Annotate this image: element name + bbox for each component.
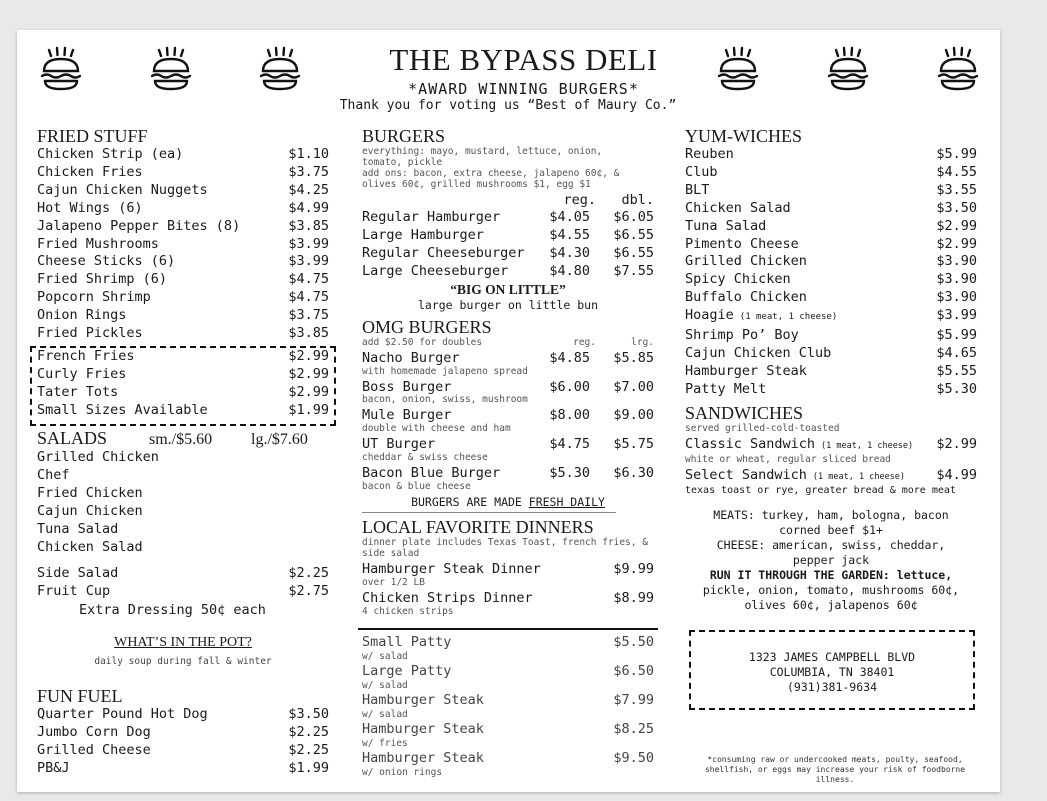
item-price: $2.25 <box>288 723 329 740</box>
item-price: $2.99 <box>288 383 329 400</box>
item-name <box>37 706 208 724</box>
item-name: Large Cheeseburger <box>362 262 509 279</box>
menu-item <box>685 363 977 381</box>
item-description: bacon & blue cheese <box>362 481 471 493</box>
side-salad-list <box>37 565 329 601</box>
burger-addons-note: add ons: bacon, extra cheese, jalapeno 60¢, & olives 60¢, grilled mushrooms $1, egg $1 <box>362 168 620 190</box>
address-street: 1323 JAMES CAMPBELL BLVD <box>748 650 916 664</box>
item-name: Large Hamburger <box>362 226 484 243</box>
item-name <box>685 218 766 236</box>
menu-item <box>37 742 329 760</box>
menu-item <box>37 146 329 164</box>
item-price: $3.99 <box>288 235 329 252</box>
phone-number: (931)381-9634 <box>786 680 877 694</box>
menu-item <box>37 760 329 778</box>
item-name: Nacho Burger <box>362 349 460 366</box>
dinner-note: dinner plate includes Texas Toast, french fries, & side salad <box>362 537 648 560</box>
col-reg-label: reg. <box>573 336 596 348</box>
garden-note-2: pickle, onion, tomato, mushrooms 60¢, olives 60¢, jalapenos 60¢ <box>702 583 960 612</box>
reg-price: $5.30 <box>549 465 590 482</box>
item-name <box>37 325 143 343</box>
lrg-price: $9.00 <box>613 407 654 424</box>
fun-fuel-section <box>37 686 329 778</box>
item-name-text: Chicken Strip (ea) <box>37 146 184 162</box>
item-name-text: Hoagie <box>685 307 734 324</box>
item-description: texas toast or rye, greater bread & more meat <box>685 484 956 496</box>
address-box <box>689 630 975 710</box>
item-name-text: Grilled Cheese <box>37 741 151 758</box>
extras-section <box>685 508 977 613</box>
item-name <box>37 583 110 601</box>
item-name-text: Cajun Chicken Nuggets <box>37 181 208 198</box>
reg-price: $4.80 <box>549 262 590 279</box>
item-name <box>685 345 831 363</box>
menu-item <box>685 289 977 307</box>
item-name-text: Cheese Sticks (6) <box>37 253 176 270</box>
menu-item <box>37 164 329 182</box>
item-name <box>37 289 151 307</box>
menu-item <box>37 182 329 200</box>
item-name <box>685 164 718 182</box>
fried-stuff-list <box>37 146 329 343</box>
col-lrg-label: lrg. <box>631 336 654 348</box>
item-name-text: Grilled Chicken <box>685 253 807 270</box>
col-dbl-label: dbl. <box>621 192 654 208</box>
item-price: $9.50 <box>613 749 654 766</box>
patty-list <box>362 633 654 779</box>
item-price: $3.90 <box>936 289 977 306</box>
item-name <box>37 146 183 164</box>
item-price: $5.50 <box>613 634 654 650</box>
menu-item <box>685 381 977 399</box>
item-name <box>37 742 151 760</box>
big-on-little-title: “BIG ON LITTLE” <box>450 281 566 297</box>
item-name <box>685 253 807 271</box>
item-price: $1.99 <box>288 401 329 418</box>
dbl-price: $6.05 <box>613 209 654 225</box>
item-price: $2.99 <box>288 348 329 364</box>
lrg-price: $6.30 <box>613 465 654 482</box>
item-name <box>685 363 807 381</box>
dinner-item <box>362 692 654 710</box>
item-name <box>37 200 143 218</box>
item-price: $4.75 <box>288 271 329 288</box>
item-name <box>37 253 175 271</box>
item-name: Small Patty <box>362 634 452 650</box>
item-name <box>37 724 151 742</box>
menu-item <box>37 236 329 254</box>
section-heading-fun-fuel: FUN FUEL <box>37 686 123 706</box>
item-name-text: Hamburger Steak <box>685 362 807 379</box>
item-name-text: Reuben <box>685 146 734 162</box>
big-on-little-note: large burger on little bun <box>417 297 598 312</box>
menu-item <box>685 307 977 327</box>
item-name <box>685 182 709 200</box>
omg-list <box>362 350 654 493</box>
item-description: white or wheat, regular sliced bread <box>685 453 891 465</box>
lrg-price: $5.75 <box>613 436 654 453</box>
item-name <box>685 200 791 218</box>
item-description: cheddar & swiss cheese <box>362 452 488 464</box>
dinner-item <box>362 750 654 768</box>
item-price: $3.85 <box>288 325 329 342</box>
menu-item <box>37 307 329 325</box>
item-price: $3.55 <box>936 181 977 198</box>
item-name-text: Classic Sandwich <box>685 435 816 452</box>
item-price: $2.25 <box>288 741 329 758</box>
section-heading-omg: OMG BURGERS <box>362 316 492 337</box>
reg-price: $4.55 <box>549 226 590 243</box>
item-name <box>37 366 126 384</box>
menu-item <box>37 218 329 236</box>
item-price: $2.99 <box>936 235 977 252</box>
cheese-note: CHEESE: american, swiss, cheddar, pepper jack <box>716 538 946 567</box>
item-name-text: Popcorn Shrimp <box>37 289 151 306</box>
menu-item <box>685 253 977 271</box>
omg-note: add $2.50 for doubles <box>362 336 483 348</box>
item-name: Bacon Blue Burger <box>362 465 501 482</box>
salad-large-price: lg./$7.60 <box>251 431 308 448</box>
section-heading-fried-stuff: FRIED STUFF <box>37 126 148 146</box>
item-price: $2.75 <box>288 583 329 600</box>
item-price: $4.25 <box>288 181 329 198</box>
dinner-list <box>362 561 654 617</box>
item-name-text: Side Salad <box>37 565 119 582</box>
section-heading-dinners: LOCAL FAVORITE DINNERS <box>362 517 594 538</box>
item-name: Regular Cheeseburger <box>362 244 525 261</box>
item-name-text: Pimento Cheese <box>685 235 799 252</box>
pot-heading: WHAT’S IN THE POT? <box>114 635 252 650</box>
item-price: $7.99 <box>613 691 654 708</box>
item-name-text: Patty Melt <box>685 380 767 397</box>
item-name <box>685 436 913 456</box>
garden-note: RUN IT THROUGH THE GARDEN: lettuce, <box>709 568 953 582</box>
item-price: $4.75 <box>288 289 329 306</box>
item-name: Regular Hamburger <box>362 209 501 225</box>
item-name-text: Shrimp Po’ Boy <box>685 327 799 344</box>
item-name-text: Hot Wings (6) <box>37 199 143 216</box>
salad-small-price: sm./$5.60 <box>149 431 213 448</box>
item-price: $5.99 <box>936 146 977 162</box>
item-name: Boss Burger <box>362 378 452 395</box>
item-note: (1 meat, 1 cheese) <box>812 471 906 482</box>
item-name: Hamburger Steak <box>362 720 484 737</box>
item-name-text: Jalapeno Pepper Bites (8) <box>37 217 241 234</box>
item-description: over 1/2 LB <box>362 577 425 589</box>
menu-item <box>685 164 977 182</box>
dbl-price: $7.55 <box>613 262 654 279</box>
sandwich-list <box>685 436 977 496</box>
item-name <box>37 348 135 366</box>
item-price: $6.50 <box>613 662 654 679</box>
item-price: $4.99 <box>288 199 329 216</box>
menu-item <box>37 271 329 289</box>
sides-list <box>37 348 329 420</box>
item-name <box>37 164 143 182</box>
item-name-text: Onion Rings <box>37 307 127 324</box>
item-name-text: Buffalo Chicken <box>685 289 807 306</box>
menu-item <box>37 565 329 583</box>
item-price: $4.65 <box>936 344 977 361</box>
sandwich-item <box>685 436 977 456</box>
item-price: $3.75 <box>288 163 329 180</box>
dinner-item <box>362 721 654 739</box>
left-column <box>37 126 329 343</box>
salad-item: Grilled Chicken <box>37 449 159 465</box>
dbl-price: $6.55 <box>613 226 654 243</box>
sandwich-note: served grilled-cold-toasted <box>685 422 840 434</box>
reg-price: $6.00 <box>549 378 590 395</box>
item-name-text: Tuna Salad <box>685 217 767 234</box>
extra-dressing: Extra Dressing 50¢ each <box>79 602 266 619</box>
item-name <box>37 565 118 583</box>
thanks-note: Thank you for voting us “Best of Maury Co.” <box>339 98 677 113</box>
item-price: $2.99 <box>936 435 977 452</box>
item-description: w/ fries <box>362 737 408 749</box>
dbl-price: $6.55 <box>613 244 654 261</box>
salad-item: Chicken Salad <box>37 538 143 555</box>
right-column <box>685 126 977 496</box>
tagline: *AWARD WINNING BURGERS* <box>408 80 639 98</box>
lrg-price: $7.00 <box>613 378 654 395</box>
section-heading-yum-wiches: YUM-WICHES <box>685 126 802 146</box>
menu-item <box>37 253 329 271</box>
salad-item: Cajun Chicken <box>37 502 143 519</box>
item-price: $4.99 <box>936 466 977 483</box>
burger-toppings-note: everything: mayo, mustard, lettuce, onion, tomato, pickle <box>362 146 603 168</box>
menu-item <box>37 724 329 742</box>
item-description: with homemade jalapeno spread <box>362 365 528 377</box>
burger-item <box>362 209 654 227</box>
item-name: Hamburger Steak Dinner <box>362 561 541 578</box>
item-name <box>37 182 208 200</box>
item-name: Large Patty <box>362 662 452 679</box>
foodborne-disclaimer: *consuming raw or undercooked meats, poulty, seafood, shellfish, or eggs may increase your risk of foodborne illness. <box>704 755 966 784</box>
item-description: double with cheese and ham <box>362 423 511 435</box>
item-price: $4.55 <box>936 163 977 180</box>
item-description: w/ salad <box>362 708 408 720</box>
fresh-daily-note <box>362 494 654 510</box>
item-price: $8.99 <box>613 590 654 607</box>
item-price: $8.25 <box>613 720 654 737</box>
item-name-text: Fried Pickles <box>37 325 143 342</box>
item-name-text: Fried Mushrooms <box>37 235 159 252</box>
address-city: COLUMBIA, TN 38401 <box>769 665 895 679</box>
item-name-text: BLT <box>685 181 710 198</box>
lrg-price: $5.85 <box>613 349 654 366</box>
restaurant-title: THE BYPASS DELI <box>389 42 658 77</box>
dinner-item <box>362 663 654 681</box>
item-price: $1.10 <box>288 146 329 162</box>
item-price: $3.90 <box>936 253 977 270</box>
fresh-text: BURGERS ARE MADE <box>411 495 529 510</box>
salad-item: Chef <box>37 466 70 483</box>
omg-item <box>362 350 654 368</box>
item-name-text: Chicken Salad <box>685 199 791 216</box>
burger-item <box>362 245 654 263</box>
menu-item <box>685 200 977 218</box>
item-name-text: Cajun Chicken Club <box>685 344 832 361</box>
item-price: $3.50 <box>936 199 977 216</box>
item-name <box>37 236 159 254</box>
item-name-text: Select Sandwich <box>685 466 807 483</box>
item-name-text: Fruit Cup <box>37 583 111 600</box>
item-price: $5.55 <box>936 362 977 379</box>
item-name-text: Club <box>685 163 718 180</box>
item-price: $9.99 <box>613 561 654 578</box>
item-name-text: Tater Tots <box>37 383 119 400</box>
item-name <box>37 307 126 325</box>
item-price: $3.99 <box>288 253 329 270</box>
item-name <box>685 327 799 345</box>
item-price: $2.99 <box>288 365 329 382</box>
menu-item <box>685 236 977 254</box>
menu-item <box>37 348 329 366</box>
item-price: $3.85 <box>288 217 329 234</box>
item-name: UT Burger <box>362 436 436 453</box>
item-note: (1 meat, 1 cheese) <box>739 312 838 323</box>
item-price: $3.50 <box>288 706 329 722</box>
item-price: $3.99 <box>936 307 977 324</box>
menu-item <box>685 327 977 345</box>
item-name <box>685 236 799 254</box>
menu-item <box>37 384 329 402</box>
item-name <box>37 402 208 420</box>
item-price: $1.99 <box>288 759 329 776</box>
item-name-text: PB&J <box>37 759 70 776</box>
menu-item <box>37 402 329 420</box>
item-name <box>685 381 766 399</box>
item-name <box>685 271 791 289</box>
item-name <box>37 218 240 236</box>
item-name-text: Quarter Pound Hot Dog <box>37 706 208 722</box>
item-name: Mule Burger <box>362 407 452 424</box>
reg-price: $4.75 <box>549 436 590 453</box>
reg-price: $4.30 <box>549 244 590 261</box>
menu-item <box>37 325 329 343</box>
fun-fuel-list <box>37 706 329 778</box>
item-note: (1 meat, 1 cheese) <box>821 440 914 451</box>
reg-price: $8.00 <box>549 407 590 424</box>
item-description: bacon, onion, swiss, mushroom <box>362 394 528 406</box>
item-name-text: Fried Shrimp (6) <box>37 271 168 288</box>
meats-note: MEATS: turkey, ham, bologna, bacon corned beef $1+ <box>713 508 949 537</box>
item-name <box>685 467 905 487</box>
item-description: w/ salad <box>362 679 408 691</box>
item-price: $5.99 <box>936 327 977 344</box>
burger-item <box>362 263 654 281</box>
menu-item <box>37 706 329 724</box>
pot-note: daily soup during fall & winter <box>94 656 272 667</box>
salad-item: Fried Chicken <box>37 484 143 501</box>
item-name <box>37 760 70 778</box>
section-heading-sandwiches: SANDWICHES <box>685 402 804 423</box>
col-reg-label: reg. <box>563 192 596 208</box>
item-name-text: Spicy Chicken <box>685 271 791 288</box>
menu-item <box>685 146 977 164</box>
menu-item <box>685 218 977 236</box>
dinner-item <box>362 634 654 652</box>
salad-item: Tuna Salad <box>37 520 119 537</box>
item-name <box>685 307 837 327</box>
menu-item <box>685 182 977 200</box>
item-name-text: Small Sizes Available <box>37 401 208 418</box>
sandwich-item <box>685 467 977 487</box>
fresh-daily-text: FRESH DAILY <box>528 495 605 510</box>
section-heading-salads: SALADS <box>37 428 108 448</box>
salads-section <box>37 428 329 619</box>
reg-price: $4.85 <box>549 349 590 366</box>
item-name <box>685 146 734 164</box>
section-heading-burgers: BURGERS <box>362 126 446 146</box>
item-price: $2.25 <box>288 565 329 582</box>
item-description: 4 chicken strips <box>362 605 454 617</box>
menu-item <box>685 271 977 289</box>
middle-column <box>362 126 654 617</box>
pot-section <box>37 635 329 667</box>
menu-item <box>37 200 329 218</box>
item-name: Hamburger Steak <box>362 749 484 766</box>
item-price: $5.30 <box>936 380 977 397</box>
yum-list <box>685 146 977 399</box>
reg-price: $4.05 <box>549 209 590 225</box>
item-name <box>685 289 807 307</box>
item-description: w/ salad <box>362 650 408 662</box>
item-name: Hamburger Steak <box>362 691 484 708</box>
item-description: w/ onion rings <box>362 766 443 778</box>
item-name <box>37 271 167 289</box>
item-name-text: French Fries <box>37 348 135 364</box>
burger-list <box>362 209 654 281</box>
item-price: $3.90 <box>936 271 977 288</box>
menu-item <box>37 289 329 307</box>
burger-item <box>362 227 654 245</box>
item-name-text: Curly Fries <box>37 365 127 382</box>
menu-item <box>37 366 329 384</box>
salad-list <box>37 449 329 556</box>
divider <box>358 628 658 630</box>
item-price: $3.75 <box>288 307 329 324</box>
item-price: $2.99 <box>936 217 977 234</box>
item-name-text: Jumbo Corn Dog <box>37 723 151 740</box>
item-name: Chicken Strips Dinner <box>362 590 533 607</box>
item-name <box>37 384 118 402</box>
item-name-text: Chicken Fries <box>37 163 143 180</box>
menu-item <box>37 583 329 601</box>
menu-item <box>685 345 977 363</box>
